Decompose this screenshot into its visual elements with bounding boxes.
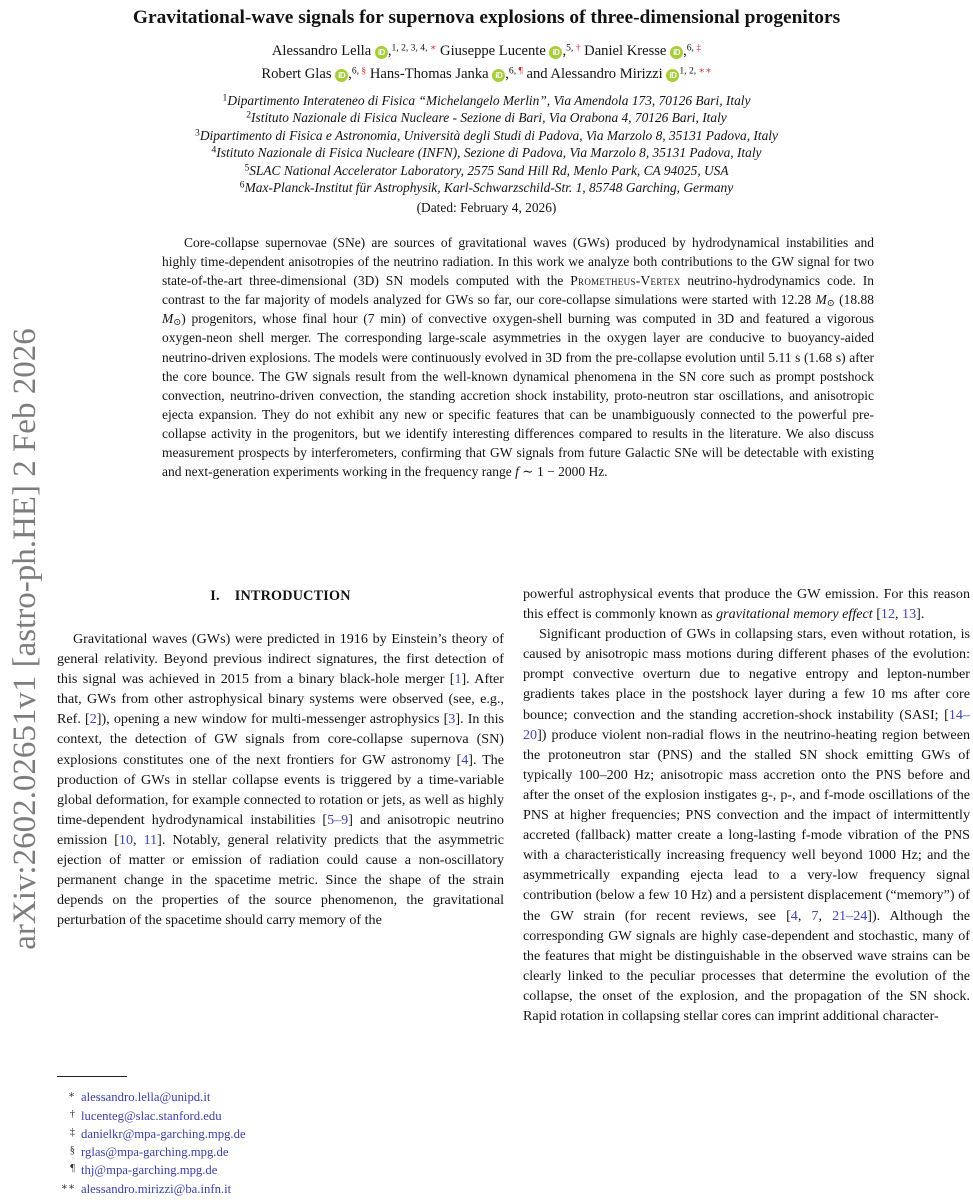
abstract-text: Core-collapse supernovae (SNe) are sources of gravitational waves (GWs) produced by hydrodynamical instabilities and highly time-dependent anisotropies of the neutrino radiation. In this work we analyze both contributions to the GW signal for two state-of-the-art three-dimensional (3D) SN models computed with the Prometheus-Vertex neutrino-hydrodynamics code. In contrast to the far majority of models analyzed for GWs so far, our core-collapse simulations were started with 12.28 M⊙ (18.88 M⊙) progenitors, whose final hour (7 min) of convective oxygen-shell burning was computed in 3D and featured a vigorous oxygen-neon shell merger. The corresponding large-scale asymmetries in the oxygen layer are conducive to buoyancy-aided neutrino-driven explosions. The models were continuously evolved in 3D from the pre-collapse evolution until 5.11 s (1.68 s) after the core bounce. The GW signals result from the well-known dynamical phenomena in the SN core such as prompt postshock convection, neutrino-driven convection, the standing accretion shock instability, proto-neutron star oscillations, and anisotropic ejecta expansion. They do not exhibit any new or specific features that can be unambiguously connected to the powerful pre-collapse activity in the progenitors, but we identify interesting differences compared to results in the literature. We also discuss measurement prospects by interferometers, confirming that GW signals from future Galactic SNe will be detectable with existing and next-generation experiments working in the frequency range f ∼ 1 − 2000 Hz. bbox=[162, 235, 875, 480]
arxiv-stamp: arXiv:2602.02651v1 [astro-ph.HE] 2 Feb 2026 bbox=[7, 328, 43, 950]
email-link[interactable]: danielkr@mpa-garching.mpg.de bbox=[81, 1126, 246, 1141]
orcid-icon[interactable]: iD bbox=[375, 46, 388, 59]
email-link[interactable]: alessandro.lella@unipd.it bbox=[81, 1090, 211, 1105]
email-link[interactable]: thj@mpa-garching.mpg.de bbox=[81, 1163, 218, 1178]
section-number: I. bbox=[210, 588, 220, 604]
left-paragraphs bbox=[57, 629, 504, 1066]
author-line: Robert Glas iD ,$^{6,}$ § Hans-Thomas Janka iD ,$^{6,}$ ¶ and Alessandro Mirizzi iD $^{1, 2,}$ ∗∗ bbox=[261, 65, 712, 82]
footnote bbox=[57, 1143, 504, 1161]
affiliation-line: $^1$Dipartimento Interateneo di Fisica “Michelangelo Merlin”, Via Amendola 173, 70126 Bari, Italy bbox=[222, 92, 751, 108]
left-column bbox=[57, 584, 504, 1200]
citation-link[interactable]: 13 bbox=[902, 606, 917, 623]
citation-link[interactable]: 4 bbox=[790, 907, 798, 924]
affiliation-line: $^6$Max-Planck-Institut für Astrophysik, Karl-Schwarzschild-Str. 1, 85748 Garching, Germany bbox=[239, 179, 734, 196]
citation-link[interactable]: 10 bbox=[118, 831, 133, 848]
citation-link[interactable]: 14–20 bbox=[523, 706, 970, 743]
orcid-icon[interactable]: iD bbox=[670, 46, 683, 59]
date-line: (Dated: February 4, 2026) bbox=[416, 200, 557, 216]
affiliation-line: $^3$Dipartimento di Fisica e Astronomia, Università degli Studi di Padova, Via Marzolo 8, 35131 Padova, Italy bbox=[195, 127, 778, 143]
email-link[interactable]: rglas@mpa-garching.mpg.de bbox=[81, 1145, 229, 1160]
citation-link[interactable]: 4 bbox=[461, 751, 469, 768]
affiliation-line: $^2$Istituto Nazionale di Fisica Nucleare - Sezione di Bari, Via Orabona 4, 70126 Bari, Italy bbox=[246, 109, 727, 126]
footnote-marker: ∗ bbox=[67, 1090, 75, 1102]
citation-link[interactable]: 7 bbox=[811, 907, 819, 924]
citation-link[interactable]: 2 bbox=[89, 711, 97, 728]
footnote bbox=[57, 1088, 504, 1106]
footnote-list bbox=[57, 1088, 504, 1198]
email-link[interactable]: lucenteg@slac.stanford.edu bbox=[81, 1108, 222, 1123]
citation-link[interactable]: 3 bbox=[448, 711, 456, 728]
right-column bbox=[523, 584, 970, 1200]
affiliation-line: $^5$SLAC National Accelerator Laboratory, 2575 Sand Hill Rd, Menlo Park, CA 94025, USA bbox=[244, 162, 729, 178]
section-heading bbox=[57, 588, 504, 605]
footnote-marker: ∗∗ bbox=[60, 1181, 75, 1193]
email-link[interactable]: alessandro.mirizzi@ba.infn.it bbox=[81, 1181, 232, 1196]
citation-link[interactable]: 1 bbox=[454, 671, 462, 688]
orcid-icon[interactable]: iD bbox=[666, 69, 679, 82]
author-block bbox=[60, 40, 913, 86]
footnote-marker: † bbox=[69, 1108, 75, 1120]
section-title: INTRODUCTION bbox=[234, 588, 351, 604]
paragraph: Significant production of GWs in collapsing stars, even without rotation, is caused by anisotropic mass motions during different phases of the evolution: prompt convective overturn due to negative entropy and lepton-number gradients takes place in the postshock layer during a few 10 ms after core bounce; convection and the standing accretion-shock instability (SASI; [14–20]) produce violent non-radial flows in the neutrino-heating region between the protoneutron star (PNS) and the stalled SN shock emitting GWs of typically 100–200 Hz; anisotropic mass accretion onto the PNS before and after the onset of the explosion instigates g-, p-, and f-mode oscillations of the PNS at higher frequencies; PNS convection and the impact of intermittently accreted (fallback) matter create a long-lasting f-mode vibration of the PNS with a characteristically increasing frequency well beyond 1000 Hz; and the asymmetrically expanding ejecta lead to a very-low frequency signal contribution (below a few 10 Hz) and a persistent displacement (“memory”) of the GW strain (for recent reviews, see [4, 7, 21–24]). Although the corresponding GW signals are highly case-dependent and stochastic, many of the features that might be distinguishable in the observed wave strains can be clearly linked to the peculiar processes that determine the evolution of the collapse, the onset of the explosion, and the propagation of the SN shock. Rapid rotation in collapsing stellar cores can imprint additional character- bbox=[523, 626, 970, 1024]
paper-title: Gravitational-wave signals for supernova explosions of three-dimensional progenitors bbox=[132, 7, 841, 28]
affiliation-block bbox=[60, 92, 913, 217]
footnote-rule bbox=[57, 1076, 127, 1077]
footnote bbox=[57, 1125, 504, 1143]
author-line: Alessandro Lella iD ,$^{1, 2, 3, 4,}$ ∗ Giuseppe Lucente iD ,$^{5,}$ † Daniel Kresse iD ,$^{6,}$ ‡ bbox=[271, 42, 702, 59]
right-paragraphs bbox=[523, 584, 970, 1026]
citation-link[interactable]: 21–24 bbox=[832, 907, 868, 924]
footnote bbox=[57, 1180, 504, 1198]
affiliation-line: $^4$Istituto Nazionale di Fisica Nucleare (INFN), Sezione di Padova, Via Marzolo 8, 35131 Padova, Italy bbox=[211, 144, 762, 161]
citation-link[interactable]: 12 bbox=[880, 606, 895, 623]
two-column-body bbox=[57, 584, 970, 1200]
paragraph: Gravitational waves (GWs) were predicted in 1916 by Einstein’s theory of general relativity. Beyond previous indirect signatures, the first detection of this signal was achieved in 2015 from a binary black-hole merger [1]. After that, GWs from other astrophysical binary systems were observed (see, e.g., Ref. [2]), opening a new window for multi-messenger astrophysics [3]. In this context, the detection of GW signals from core-collapse supernova (SN) explosions constitutes one of the next frontiers for GW astronomy [4]. The production of GWs in stellar collapse events is triggered by a time-variable global deformation, for example connected to rotation or jets, as well as highly time-dependent hydrodynamical instabilities [5–9] and anisotropic neutrino emission [10, 11]. Notably, general relativity predicts that the asymmetric ejection of matter or emission of radiation could cause a non-oscillatory permanent change in the spacetime metric. Since the shape of the strain depends on the properties of the source phenomenon, the gravitational perturbation of the spacetime should carry memory of the bbox=[57, 631, 504, 929]
footnote-block bbox=[57, 1066, 504, 1200]
footnote bbox=[57, 1107, 504, 1125]
orcid-icon[interactable]: iD bbox=[492, 69, 505, 82]
footnote bbox=[57, 1161, 504, 1179]
footnote-marker: § bbox=[69, 1145, 75, 1157]
affiliation-list bbox=[60, 92, 913, 196]
citation-link[interactable]: 5–9 bbox=[327, 811, 349, 828]
orcid-icon[interactable]: iD bbox=[549, 46, 562, 59]
footnote-marker: ¶ bbox=[70, 1163, 75, 1175]
orcid-icon[interactable]: iD bbox=[335, 69, 348, 82]
paragraph: powerful astrophysical events that produce the GW emission. For this reason this effect is commonly known as gravitational memory effect [12, 13]. bbox=[523, 586, 970, 623]
citation-link[interactable]: 11 bbox=[143, 831, 158, 848]
footnote-marker: ‡ bbox=[69, 1126, 75, 1138]
